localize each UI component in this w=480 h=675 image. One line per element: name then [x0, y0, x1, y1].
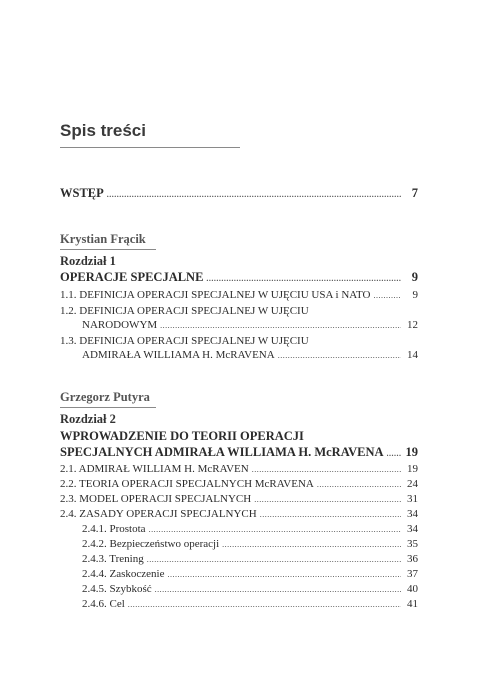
- dot-leader: [167, 568, 401, 582]
- toc-entry-label: 1.3. DEFINICJA OPERACJI SPECJALNEJ W UJĘCIU: [60, 335, 309, 347]
- toc-entry-page: 35: [407, 538, 418, 550]
- toc-entry-label: ADMIRAŁA WILLIAMA H. McRAVENA: [82, 349, 275, 361]
- title-underline: [60, 147, 240, 148]
- chapter-label: Rozdział 2: [60, 412, 116, 426]
- toc-entry-label: WPROWADZENIE DO TEORII OPERACJI: [60, 429, 304, 443]
- toc-entry-label: SPECJALNYCH ADMIRAŁA WILLIAMA H. McRAVENA: [60, 445, 384, 459]
- dot-leader: [155, 583, 401, 597]
- toc-subentry[interactable]: [82, 522, 418, 537]
- toc-entry[interactable]: [60, 492, 418, 507]
- toc-entry-label: OPERACJE SPECJALNE: [60, 270, 204, 284]
- dot-leader: [374, 289, 402, 303]
- dot-leader: [206, 272, 401, 286]
- toc-entry-page: 41: [407, 598, 418, 610]
- toc-entry[interactable]: [60, 462, 418, 477]
- dot-leader: [128, 598, 401, 612]
- toc-entry-label: 2.4.4. Zaskoczenie: [82, 568, 165, 580]
- author-underline: [60, 407, 156, 408]
- toc-subentry[interactable]: [82, 582, 418, 597]
- toc-entry-page: 40: [407, 583, 418, 595]
- toc-entry-label: 2.2. TEORIA OPERACJI SPECJALNYCH McRAVENA: [60, 478, 314, 490]
- toc-entry[interactable]: [60, 288, 418, 303]
- author-underline: [60, 249, 156, 250]
- author-name: Krystian Frącik: [60, 232, 146, 246]
- toc-entry-page: 34: [407, 523, 418, 535]
- toc-entry-continuation[interactable]: [82, 348, 418, 363]
- toc-subentry[interactable]: [82, 597, 418, 612]
- toc-entry-continuation[interactable]: [82, 318, 418, 333]
- toc-entry-label: 2.3. MODEL OPERACJI SPECJALNYCH: [60, 493, 252, 505]
- toc-entry-label: 1.1. DEFINICJA OPERACJI SPECJALNEJ W UJĘCIU USA i NATO: [60, 289, 371, 301]
- dot-leader: [160, 319, 401, 333]
- toc-entry-label: 2.4.1. Prostota: [82, 523, 146, 535]
- toc-subentry[interactable]: [82, 537, 418, 552]
- toc-entry-label: 2.4.5. Szybkość: [82, 583, 152, 595]
- toc-entry-label: 1.2. DEFINICJA OPERACJI SPECJALNEJ W UJĘCIU: [60, 305, 309, 317]
- toc-entry-label: 2.4.3. Trening: [82, 553, 144, 565]
- toc-entry-chapter-heading[interactable]: [60, 270, 418, 286]
- toc-entry-page: 37: [407, 568, 418, 580]
- dot-leader: [252, 463, 401, 477]
- dot-leader: [254, 493, 401, 507]
- dot-leader: [278, 349, 401, 363]
- toc-entry-label: 2.4.2. Bezpieczeństwo operacji: [82, 538, 220, 550]
- toc-entry-page: 19: [407, 463, 418, 475]
- dot-leader: [107, 188, 401, 202]
- toc-entry-label: WSTĘP: [60, 186, 104, 200]
- toc-entry-label: NARODOWYM: [82, 319, 158, 331]
- toc-entry-label: 2.1. ADMIRAŁ WILLIAM H. McRAVEN: [60, 463, 249, 475]
- toc-entry-chapter-heading-continuation[interactable]: [60, 445, 418, 461]
- toc-entry[interactable]: [60, 334, 309, 348]
- page-title: Spis treści: [60, 121, 146, 140]
- toc-entry-page: 19: [405, 445, 418, 459]
- dot-leader: [387, 447, 401, 461]
- author-name: Grzegorz Putyra: [60, 390, 150, 404]
- toc-entry-page: 36: [407, 553, 418, 565]
- toc-entry-page: 12: [407, 319, 418, 331]
- toc-entry[interactable]: [60, 304, 309, 318]
- toc-entry[interactable]: [60, 507, 418, 522]
- toc-subentry[interactable]: [82, 567, 418, 582]
- toc-entry-page: 9: [411, 270, 418, 284]
- toc-entry-intro[interactable]: [60, 186, 418, 202]
- toc-entry-label: 2.4. ZASADY OPERACJI SPECJALNYCH: [60, 508, 257, 520]
- toc-entry[interactable]: [60, 477, 418, 492]
- chapter-label: Rozdział 1: [60, 254, 116, 268]
- toc-entry-label: 2.4.6. Cel: [82, 598, 125, 610]
- toc-entry-page: 24: [407, 478, 418, 490]
- toc-entry-page: 34: [407, 508, 418, 520]
- toc-subentry[interactable]: [82, 552, 418, 567]
- toc-entry-page: 9: [412, 289, 418, 301]
- dot-leader: [260, 508, 401, 522]
- dot-leader: [222, 538, 401, 552]
- dot-leader: [317, 478, 401, 492]
- toc-entry-chapter-heading[interactable]: [60, 429, 304, 443]
- toc-entry-page: 14: [407, 349, 418, 361]
- toc-entry-page: 7: [411, 186, 418, 200]
- toc-entry-page: 31: [407, 493, 418, 505]
- dot-leader: [149, 523, 401, 537]
- dot-leader: [147, 553, 401, 567]
